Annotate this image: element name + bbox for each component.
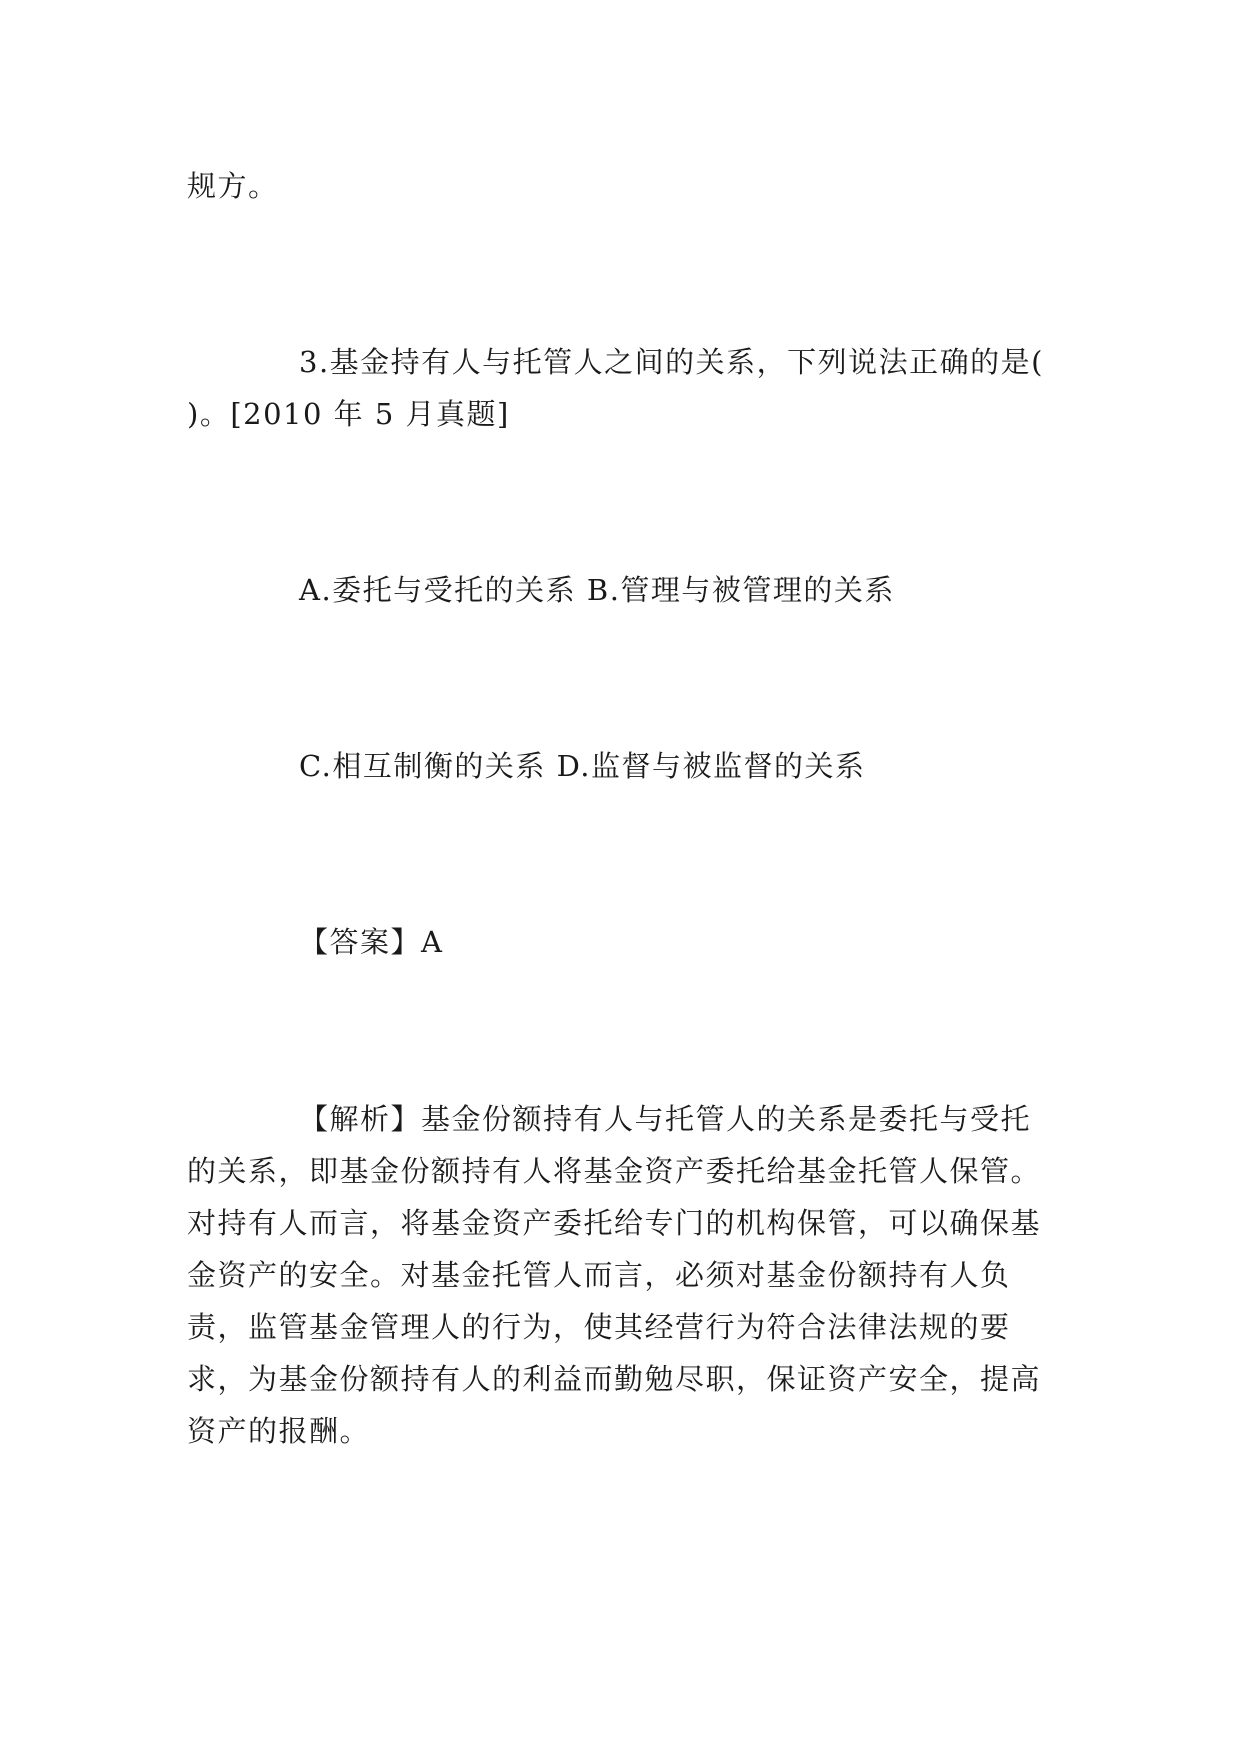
analysis-paragraph: 【解析】基金份额持有人与托管人的关系是委托与受托的关系，即基金份额持有人将基金资产委托给基金托管人保管。对持有人而言，将基金资产委托给专门的机构保管，可以确保基金资产的安全。对基金托管人而言，必须对基金份额持有人负责，监管基金管理人的行为，使其经营行为符合法律法规的要求，为基金份额持有人的利益而勤勉尽职，保证资产安全，提高资产的报酬。 — [187, 1102, 1042, 1448]
continued-text: 规方。 — [187, 169, 279, 203]
options-line-cd: C.相互制衡的关系 D.监督与被监督的关系 — [299, 749, 866, 783]
options-line-ab: A.委托与受托的关系 B.管理与被管理的关系 — [299, 573, 895, 607]
answer-line: 【答案】A — [299, 925, 444, 959]
question-stem: 3.基金持有人与托管人之间的关系，下列说法正确的是( )。[2010 年 5 月真题] — [187, 345, 1044, 431]
